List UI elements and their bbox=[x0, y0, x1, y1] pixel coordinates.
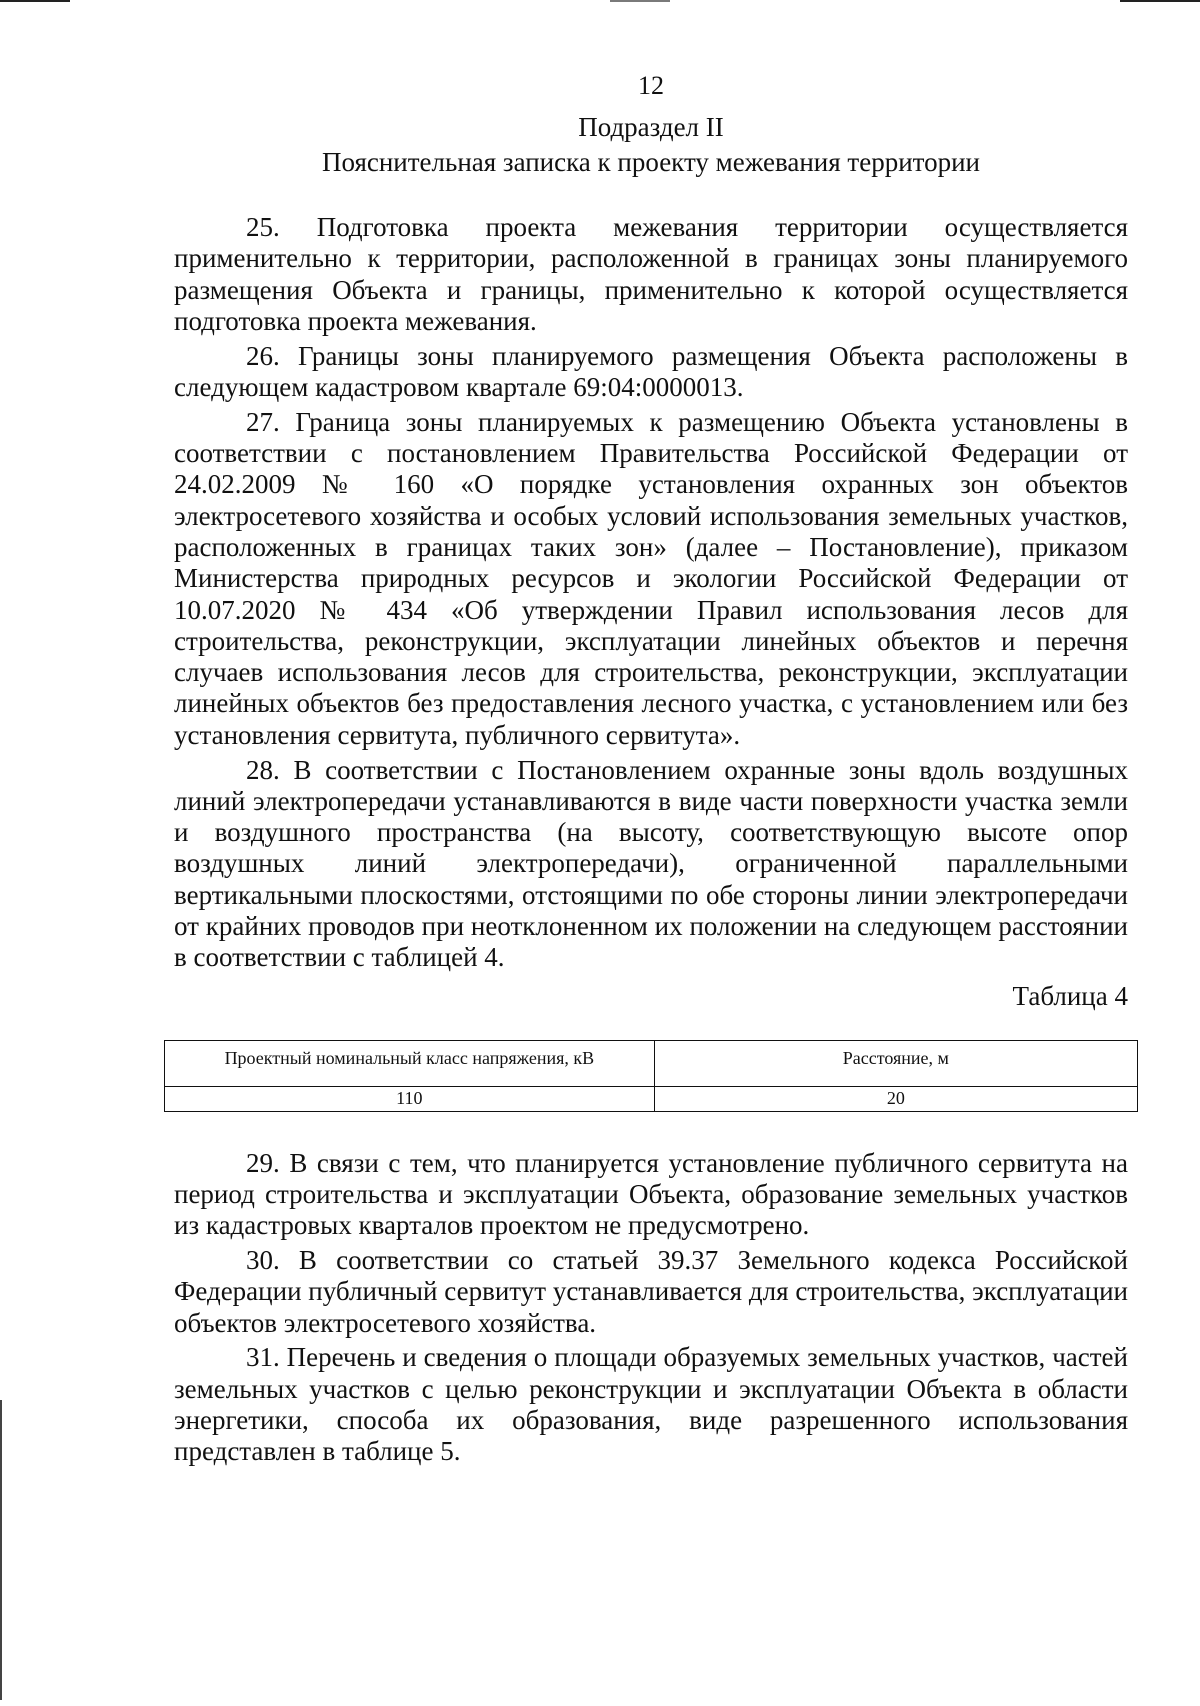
paragraph-29: 29. В связи с тем, что планируется установление публичного сервитута на период строительства и эксплуатации Объекта, образование земельных участков из кадастровых кварталов проектом не предусмотрено. bbox=[174, 1147, 1128, 1241]
table-header-row bbox=[165, 1040, 1138, 1086]
table-label: Таблица 4 bbox=[1012, 980, 1128, 1011]
paragraph-25: 25. Подготовка проекта межевания территории осуществляется применительно к территории, расположенной в границах зоны планируемого размещения Объекта и границы, применительно к которой осуществляется подготовка проекта межевания. bbox=[174, 212, 1128, 336]
paragraph-28: 28. В соответствии с Постановлением охранные зоны вдоль воздушных линий электропередачи устанавливаются в виде части поверхности участка земли и воздушного пространства (на высоту, соответствующую высоте опор воздушных линий электропередачи), ограниченной параллельными вертикальными плоскостями, отстоящими по обе стороны линии электропередачи от крайних проводов при неотклоненном их положении на следующем расстоянии в соответствии с таблицей 4. bbox=[174, 754, 1128, 973]
scan-edge-left bbox=[0, 1400, 2, 1700]
table-header-voltage: Проектный номинальный класс напряжения, кВ bbox=[165, 1040, 655, 1086]
paragraph-27: 27. Граница зоны планируемых к размещению Объекта установлены в соответствии с постановлением Правительства Российской Федерации от 24.02.2009 № 160 «О порядке установления охранных зон объектов электросетевого хозяйства и особых условий использования земельных участков, расположенных в границах таких зон» (далее – Постановление), приказом Министерства природных ресурсов и экологии Российской Федерации от 10.07.2020 № 434 «Об утверждении Правил использования лесов для строительства, реконструкции, эксплуатации линейных объектов и перечня случаев использования лесов для строительства, реконструкции, эксплуатации линейных объектов без предоставления лесного участка, с установлением или без установления сервитута, публичного сервитута». bbox=[174, 406, 1128, 750]
paragraph-31: 31. Перечень и сведения о площади образуемых земельных участков, частей земельных участков с целью реконструкции и эксплуатации Объекта в области энергетики, способа их образования, виде разрешенного использования представлен в таблице 5. bbox=[174, 1342, 1128, 1467]
paragraph-30: 30. В соответствии со статьей 39.37 Земельного кодекса Российской Федерации публичный сервитут устанавливается для строительства, эксплуатации объектов электросетевого хозяйства. bbox=[174, 1245, 1128, 1338]
scan-edge-top-right bbox=[1120, 0, 1200, 2]
scan-edge-top-left bbox=[0, 0, 70, 2]
table-header-distance: Расстояние, м bbox=[654, 1040, 1137, 1086]
table-row bbox=[165, 1086, 1138, 1111]
table-cell-distance: 20 bbox=[654, 1086, 1137, 1111]
scan-edge-top-middle bbox=[610, 0, 670, 2]
subsection-title: Подраздел II bbox=[578, 112, 724, 142]
section-caption: Пояснительная записка к проекту межевания территории bbox=[321, 147, 981, 177]
page-number: 12 bbox=[638, 71, 664, 100]
paragraph-26: 26. Границы зоны планируемого размещения Объекта расположены в следующем кадастровом квартале 69:04:0000013. bbox=[174, 340, 1128, 402]
document-page bbox=[174, 66, 1128, 1471]
voltage-distance-table bbox=[164, 1040, 1138, 1112]
table-cell-voltage: 110 bbox=[165, 1086, 655, 1111]
